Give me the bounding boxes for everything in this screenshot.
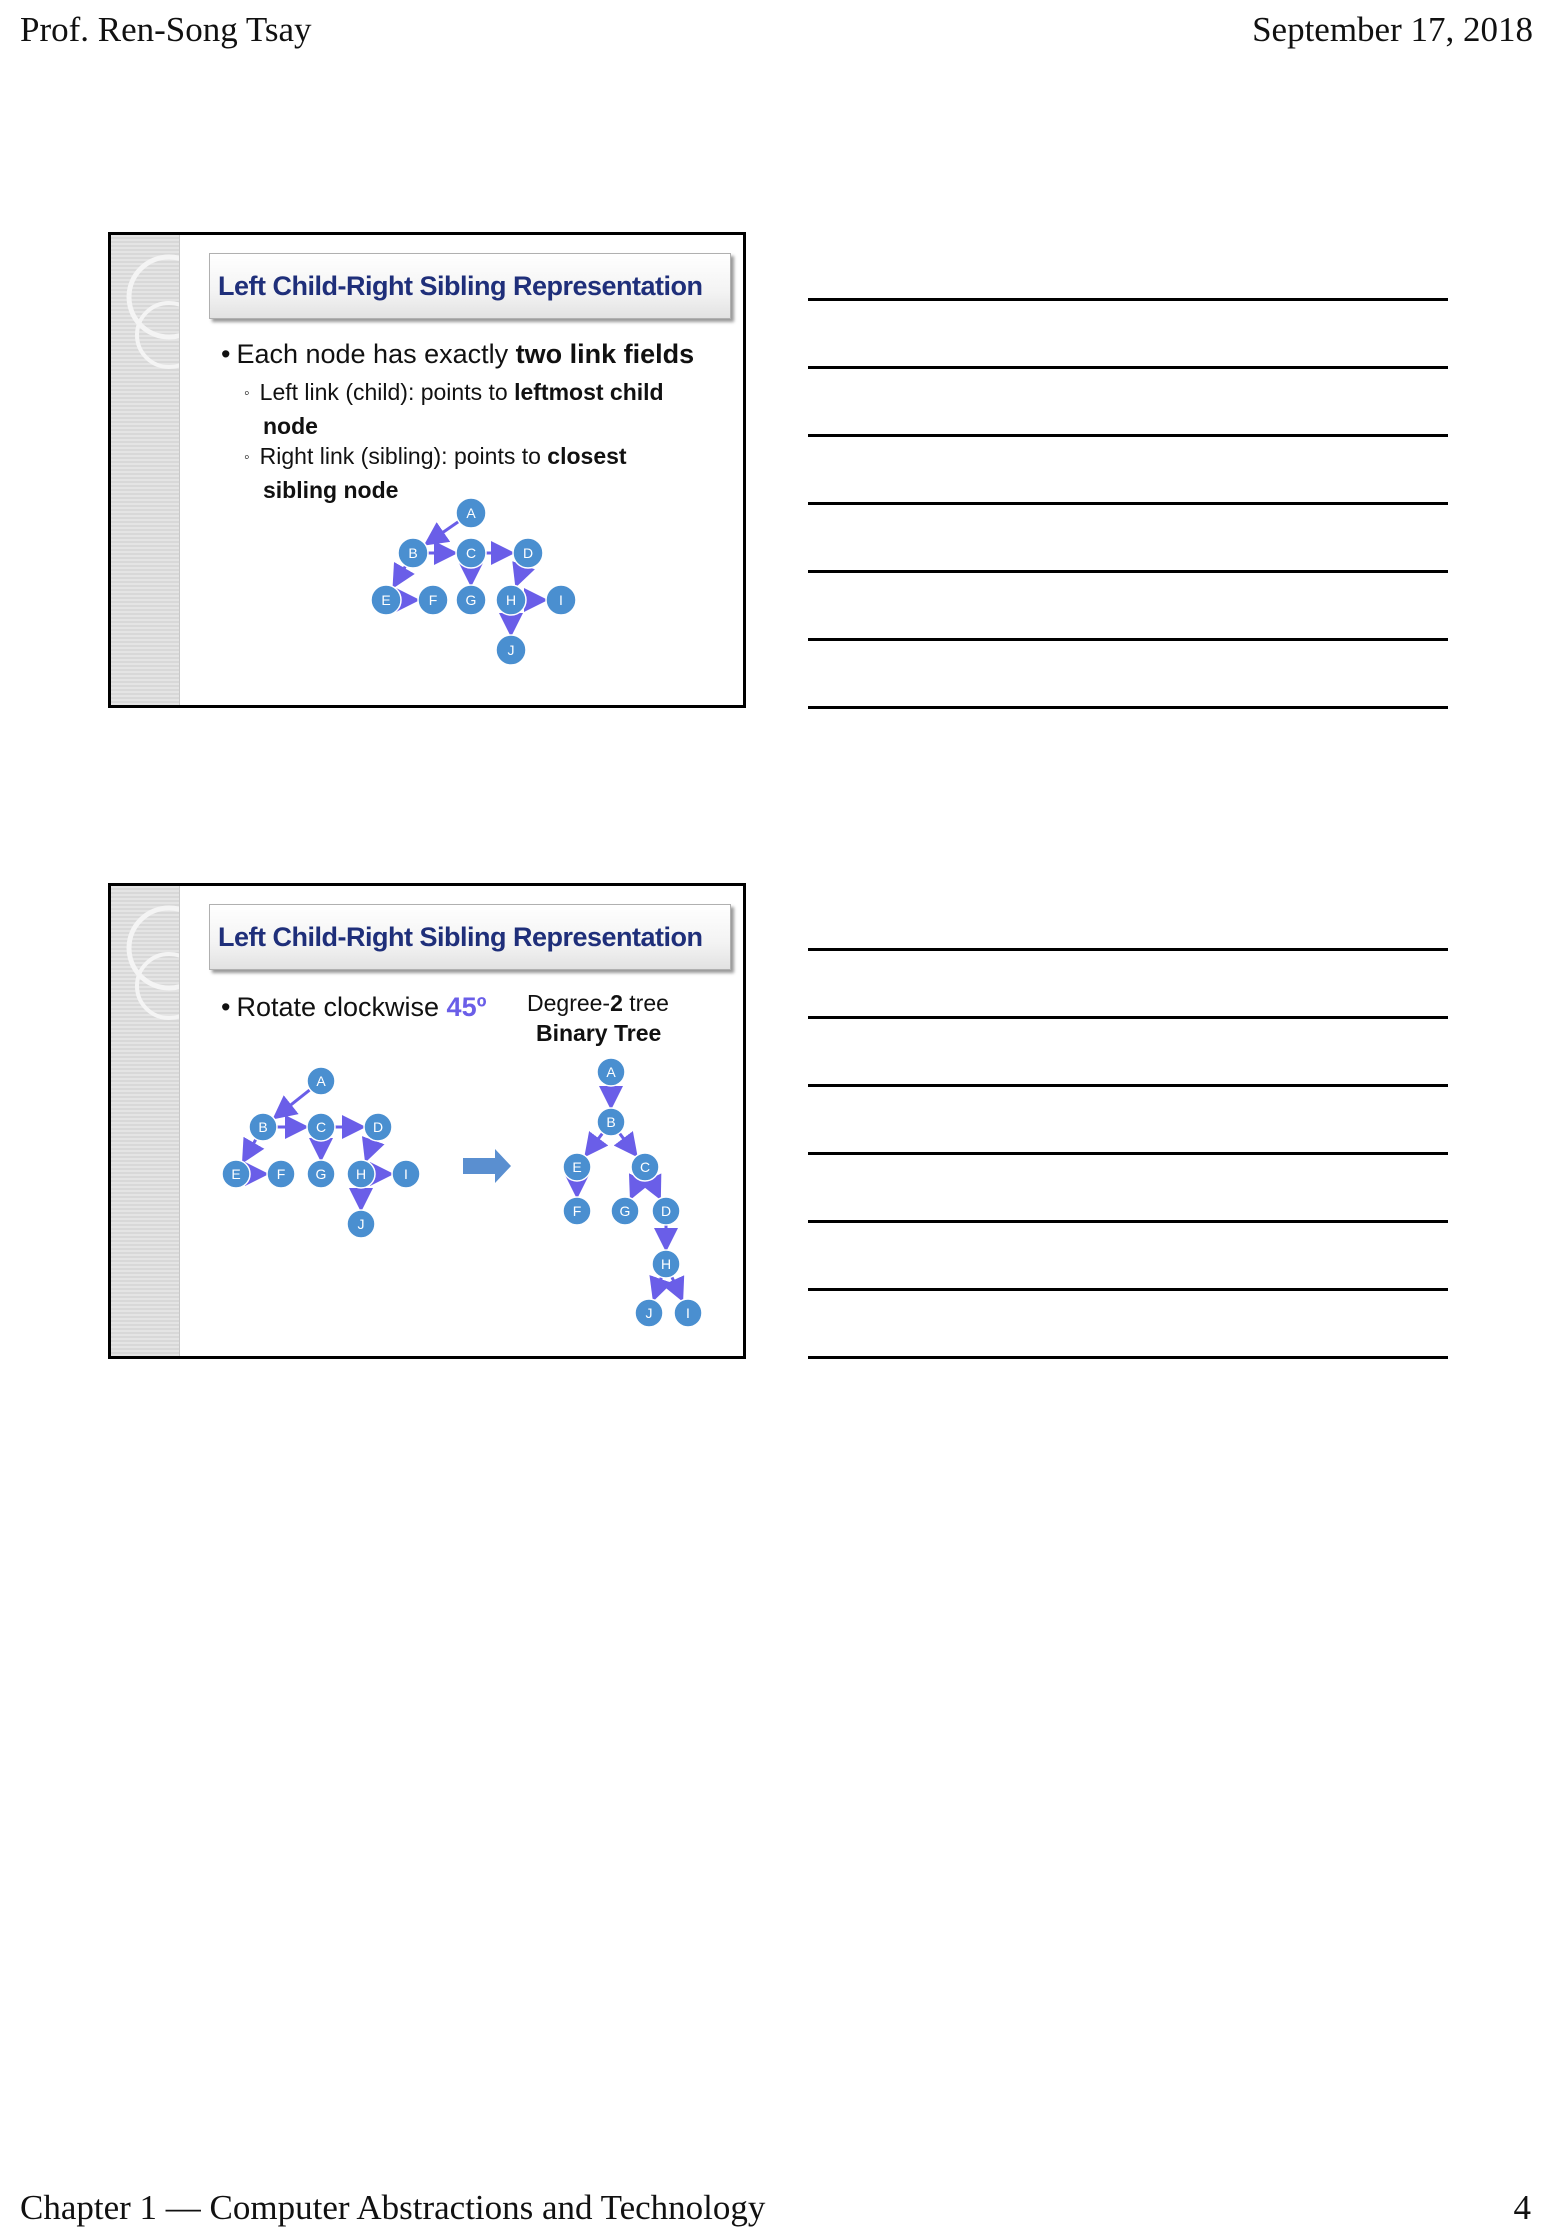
bullet-rotate-text: Rotate clockwise (236, 992, 447, 1022)
note-line (808, 434, 1448, 437)
tree1-node-a (456, 498, 486, 528)
left-tree-edge (367, 1140, 373, 1157)
svg-text:F: F (572, 1203, 582, 1219)
sub2-bold-b: sibling node (263, 477, 399, 503)
slide-1 (108, 232, 746, 708)
svg-text:F: F (428, 592, 438, 608)
footer-page-number: 4 (1513, 2188, 1531, 2227)
svg-text:I: I (686, 1305, 690, 1321)
binary-tree-node-i (674, 1299, 702, 1327)
svg-text:C: C (315, 1119, 327, 1135)
svg-text:G: G (465, 592, 477, 608)
bullet-rotate: • Rotate clockwise 45º (221, 992, 487, 1022)
binary-tree-node-e (563, 1153, 591, 1181)
left-tree-node-h (347, 1160, 375, 1188)
tree1-edge (429, 522, 459, 543)
note-line (808, 366, 1448, 369)
svg-text:B: B (408, 545, 418, 561)
sub1-bold-a: leftmost child (514, 379, 664, 405)
sub1-bold-b: node (263, 413, 318, 439)
left-tree-node-b (249, 1113, 277, 1141)
binary-tree-edge (672, 1277, 681, 1297)
left-tree-node-g (307, 1160, 335, 1188)
svg-text:G: G (315, 1166, 327, 1182)
svg-text:E: E (231, 1166, 241, 1182)
right-arrow-icon (463, 1149, 511, 1183)
svg-text:C: C (639, 1159, 651, 1175)
svg-text:J: J (645, 1305, 653, 1321)
left-tree-edge (245, 1139, 256, 1158)
tree1-node-g (456, 585, 486, 615)
slide-title: Left Child-Right Sibling Representation (218, 270, 703, 301)
svg-text:E: E (572, 1159, 582, 1175)
degree-number: 2 (610, 990, 623, 1016)
bullet-main-text: Each node has exactly (236, 339, 516, 369)
note-line (808, 1152, 1448, 1155)
tree1-node-i (546, 585, 576, 615)
left-tree-node-c (307, 1113, 335, 1141)
note-line (808, 1220, 1448, 1223)
sub-bullet-right-link: ◦ Right link (sibling): points to closest sibling node (244, 441, 627, 506)
slide-2 (108, 883, 746, 1359)
bullet-main: • Each node has exactly two link fields (221, 339, 695, 369)
svg-text:I: I (404, 1166, 408, 1182)
left-tree-node-d (364, 1113, 392, 1141)
bullet-rotate-angle: 45º (446, 992, 487, 1022)
rotation-diagram (111, 886, 746, 1359)
left-tree-node-e (222, 1160, 250, 1188)
header-author: Prof. Ren-Song Tsay (20, 10, 312, 49)
note-line (808, 638, 1448, 641)
tree1-node-f (418, 585, 448, 615)
note-line (808, 1016, 1448, 1019)
note-line (808, 502, 1448, 505)
svg-text:H: H (355, 1166, 367, 1182)
tree1-node-b (398, 538, 428, 568)
binary-tree-label: Binary Tree (536, 1020, 662, 1046)
svg-text:A: A (316, 1073, 326, 1089)
sub2-bold-a: closest (547, 443, 627, 469)
binary-tree-edge (588, 1133, 603, 1152)
svg-text:H: H (505, 592, 517, 608)
note-line (808, 570, 1448, 573)
svg-text:D: D (660, 1203, 672, 1219)
svg-text:D: D (372, 1119, 384, 1135)
svg-text:I: I (559, 592, 563, 608)
svg-text:C: C (465, 545, 477, 561)
note-line (808, 706, 1448, 709)
bullet-main-bold: two link fields (515, 339, 695, 369)
tree1-edge (517, 567, 522, 582)
svg-text:A: A (466, 505, 476, 521)
binary-tree-edge (619, 1133, 634, 1152)
note-line (808, 948, 1448, 951)
binary-tree-edge (655, 1277, 662, 1296)
sub2-text: Right link (sibling): points to (259, 443, 548, 469)
svg-text:J: J (507, 642, 515, 658)
svg-text:A: A (606, 1064, 616, 1080)
tree1-node-j (496, 635, 526, 665)
tree1-node-h (496, 585, 526, 615)
left-tree-edge (277, 1090, 310, 1116)
note-line (808, 1084, 1448, 1087)
header-date: September 17, 2018 (1252, 10, 1533, 49)
note-line (808, 1356, 1448, 1359)
left-tree-node-f (267, 1160, 295, 1188)
binary-tree-node-h (652, 1250, 680, 1278)
binary-tree-edge (651, 1180, 658, 1195)
left-tree-node-j (347, 1210, 375, 1238)
binary-tree-node-g (611, 1197, 639, 1225)
tree1-node-d (513, 538, 543, 568)
sub-bullet-left-link: ◦ Left link (child): points to leftmost child node (244, 377, 664, 442)
sub1-text: Left link (child): points to (259, 379, 515, 405)
degree-suffix: tree (622, 990, 669, 1016)
svg-text:H: H (660, 1256, 672, 1272)
svg-text:E: E (381, 592, 391, 608)
binary-tree-node-c (631, 1153, 659, 1181)
tree1-node-e (371, 585, 401, 615)
binary-tree-edge (632, 1180, 639, 1195)
svg-text:G: G (619, 1203, 631, 1219)
footer-chapter: Chapter 1 — Computer Abstractions and Technology (20, 2188, 766, 2227)
left-tree-node-i (392, 1160, 420, 1188)
note-line (808, 298, 1448, 301)
tree1-edge (395, 566, 405, 584)
binary-tree-node-a (597, 1058, 625, 1086)
left-tree-node-a (307, 1067, 335, 1095)
slide-title: Left Child-Right Sibling Representation (218, 921, 703, 952)
svg-text:B: B (258, 1119, 268, 1135)
tree1-node-c (456, 538, 486, 568)
svg-text:F: F (276, 1166, 286, 1182)
degree-prefix: Degree- (527, 990, 611, 1016)
note-line (808, 1288, 1448, 1291)
lcrs-tree-diagram (111, 235, 746, 708)
svg-text:J: J (357, 1216, 365, 1232)
binary-tree-node-f (563, 1197, 591, 1225)
svg-text:D: D (522, 545, 534, 561)
binary-tree-node-b (597, 1108, 625, 1136)
binary-tree-node-d (652, 1197, 680, 1225)
binary-tree-node-j (635, 1299, 663, 1327)
svg-text:B: B (606, 1114, 616, 1130)
